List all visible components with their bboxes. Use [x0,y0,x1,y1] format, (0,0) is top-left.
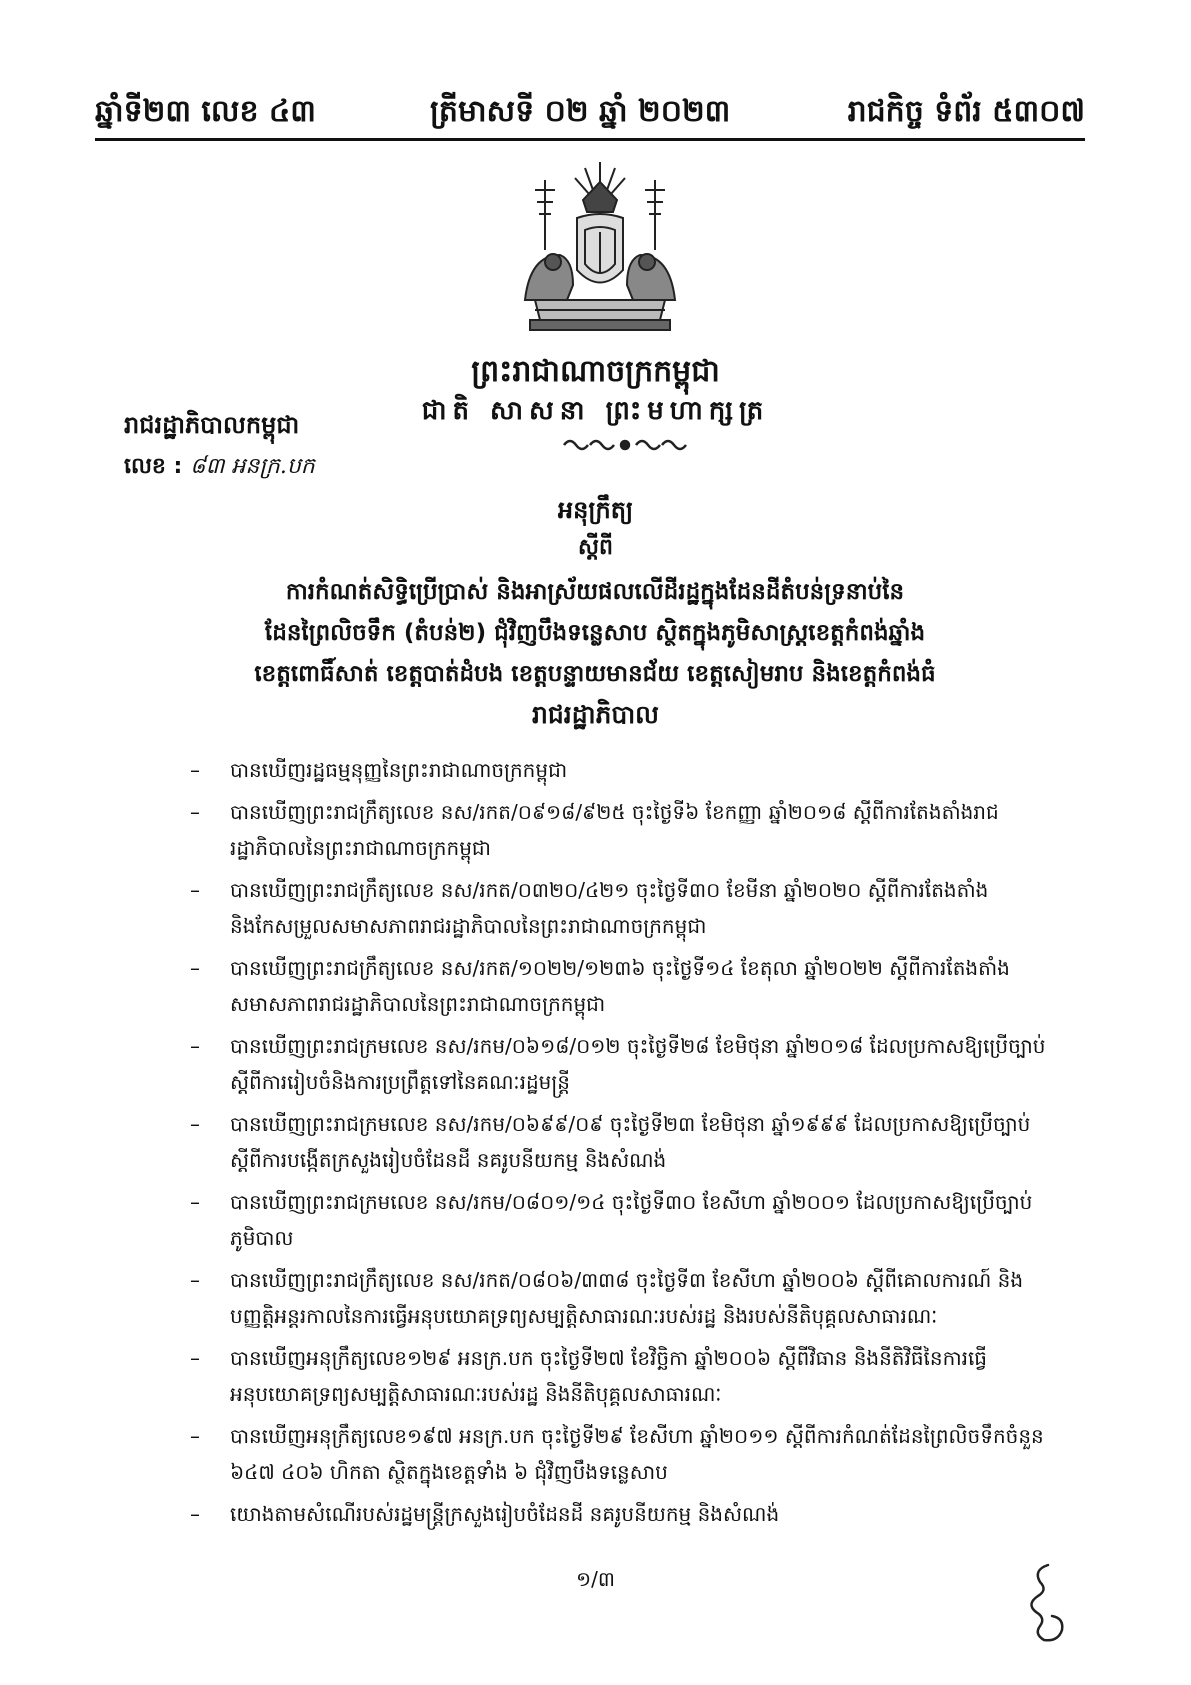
list-item [190,752,1060,788]
kingdom-motto: ជាតិ សាសនា ព្រះមហាក្សត្រ [421,396,770,426]
list-item [190,794,1060,866]
list-item [190,1496,1060,1532]
ornament-divider-icon [560,436,690,454]
item-text: បានឃើញព្រះរាជក្រឹត្យលេខ នស/រកត/០៩១៨/៩២៥ ចុះថ្ងៃទី៦ ខែកញ្ញា ឆ្នាំ២០១៨ ស្តីពីការតែងតាំងរាជរដ្ឋាភិបាលនៃព្រះរាជាណាចក្រកម្ពុជា [230,800,999,860]
list-item [190,1418,1060,1490]
item-text: បានឃើញព្រះរាជក្រឹត្យលេខ នស/រកត/០៣២០/៤២១ ចុះថ្ងៃទី៣០ ខែមីនា ឆ្នាំ២០២០ ស្តីពីការតែងតាំង និងកែសម្រួលសមាសភាពរាជរដ្ឋាភិបាលនៃព្រះរាជាណាចក្រកម្ពុជា [230,878,989,938]
subject-line: ការកំណត់សិទ្ធិប្រើប្រាស់ និងអាស្រ័យផលលើដីរដ្ឋក្នុងដែនដីតំបន់ទ្រនាប់នៃ [285,579,905,605]
document-type: អនុក្រឹត្យ [557,496,634,524]
bullet-dash: – [190,1112,200,1136]
item-text: បានឃើញព្រះរាជក្រមលេខ នស/រកម/០៦៩៩/០៩ ចុះថ្ងៃទី២៣ ខែមិថុនា ឆ្នាំ១៩៩៩ ដែលប្រកាសឱ្យប្រើច្បាប់ស្តីពីការបង្កើតក្រសួងរៀបចំដែនដី នគរូបនីយកម្ម និងសំណង់ [230,1112,1031,1172]
royal-coat-of-arms-icon [505,160,695,335]
running-header [95,88,1085,141]
item-text: បានឃើញរដ្ឋធម្មនុញ្ញនៃព្រះរាជាណាចក្រកម្ពុជា [230,758,568,782]
list-item [190,1028,1060,1100]
page-number: ១/៣ [576,1567,615,1591]
bullet-dash: – [190,1034,200,1058]
list-item [190,872,1060,944]
reference-label: លេខ : [124,454,183,479]
subject-line: ខេត្តពោធិ៍សាត់ ខេត្តបាត់ដំបង ខេត្តបន្ទាយមានជ័យ ខេត្តសៀមរាប និងខេត្តកំពង់ធំ [254,661,936,687]
item-text: បានឃើញព្រះរាជក្រមលេខ នស/រកម/០៦១៨/០១២ ចុះថ្ងៃទី២៨ ខែមិថុនា ឆ្នាំ២០១៨ ដែលប្រកាសឱ្យប្រើច្បាប់ស្តីពីការរៀបចំនិងការប្រព្រឹត្តទៅនៃគណៈរដ្ឋមន្ត្រី [230,1034,1046,1094]
header-quarter: ត្រីមាសទី ០២ ឆ្នាំ ២០២៣ [430,94,731,129]
government-name: រាជរដ្ឋាភិបាលកម្ពុជា [124,411,300,439]
header-page: រាជកិច្ច ទំព័រ ៥៣០៧ [847,94,1085,129]
item-text: បានឃើញអនុក្រឹត្យលេខ១៩៧ អនក្រ.បក ចុះថ្ងៃទី២៩ ខែសីហា ឆ្នាំ២០១១ ស្តីពីការកំណត់ដែនព្រៃលិចទឹកចំនួន ៦៤៧ ៤០៦ ហិកតា ស្ថិតក្នុងខេត្តទាំង ៦ ជុំវិញបឹងទន្លេសាប [230,1424,1044,1484]
header-issue: ឆ្នាំទី២៣ លេខ ៤៣ [95,94,316,129]
bullet-dash: – [190,878,200,902]
item-text: បានឃើញព្រះរាជក្រឹត្យលេខ នស/រកត/១០២២/១២៣៦ ចុះថ្ងៃទី១៤ ខែតុលា ឆ្នាំ២០២២ ស្តីពីការតែងតាំងសមាសភាពរាជរដ្ឋាភិបាលនៃព្រះរាជាណាចក្រកម្ពុជា [230,956,1010,1016]
list-item [190,1262,1060,1334]
handwritten-signature-icon [1018,1560,1073,1645]
bullet-dash: – [190,1190,200,1214]
item-text: បានឃើញព្រះរាជក្រឹត្យលេខ នស/រកត/០៨០៦/៣៣៨ ចុះថ្ងៃទី៣ ខែសីហា ឆ្នាំ២០០៦ ស្តីពីគោលការណ៍ និងបញ្ញត្តិអន្តរកាលនៃការធ្វើអនុបយោគទ្រព្យសម្បត្តិសាធារណៈរបស់រដ្ឋ និងរបស់នីតិបុគ្គលសាធារណៈ [230,1268,1024,1328]
list-item [190,1184,1060,1256]
list-item [190,1106,1060,1178]
bullet-dash: – [190,1268,200,1292]
bullet-dash: – [190,800,200,824]
item-text: បានឃើញអនុក្រឹត្យលេខ១២៩ អនក្រ.បក ចុះថ្ងៃទី២៧ ខែវិច្ឆិកា ឆ្នាំ២០០៦ ស្តីពីវិធាន និងនីតិវិធីនៃការធ្វើអនុបយោគទ្រព្យសម្បត្តិសាធារណៈរបស់រដ្ឋ និងនីតិបុគ្គលសាធារណៈ [230,1346,988,1406]
reference-value: ៨៣ អនក្រ.បក [190,454,315,479]
reference-number [124,452,315,484]
about-label: ស្តីពី [578,535,613,560]
kingdom-name: ព្រះរាជាណាចក្រកម្ពុជា [471,354,720,389]
bullet-dash: – [190,1346,200,1370]
preamble-list [190,752,1060,1538]
list-item [190,1340,1060,1412]
bullet-dash: – [190,1424,200,1448]
item-text: យោងតាមសំណើរបស់រដ្ឋមន្ត្រីក្រសួងរៀបចំដែនដី នគរូបនីយកម្ម និងសំណង់ [230,1502,780,1526]
list-item [190,950,1060,1022]
item-text: បានឃើញព្រះរាជក្រមលេខ នស/រកម/០៨០១/១៤ ចុះថ្ងៃទី៣០ ខែសីហា ឆ្នាំ២០០១ ដែលប្រកាសឱ្យប្រើច្បាប់ភូមិបាល [230,1190,1033,1250]
issuer-heading: រាជរដ្ឋាភិបាល [532,700,659,729]
bullet-dash: – [190,758,200,782]
subject-line: ដែនព្រៃលិចទឹក (តំបន់២) ជុំវិញបឹងទន្លេសាប ស្ថិតក្នុងភូមិសាស្ត្រខេត្តកំពង់ឆ្នាំង [264,620,926,646]
bullet-dash: – [190,956,200,980]
bullet-dash: – [190,1502,200,1526]
document-subject [130,572,1060,695]
